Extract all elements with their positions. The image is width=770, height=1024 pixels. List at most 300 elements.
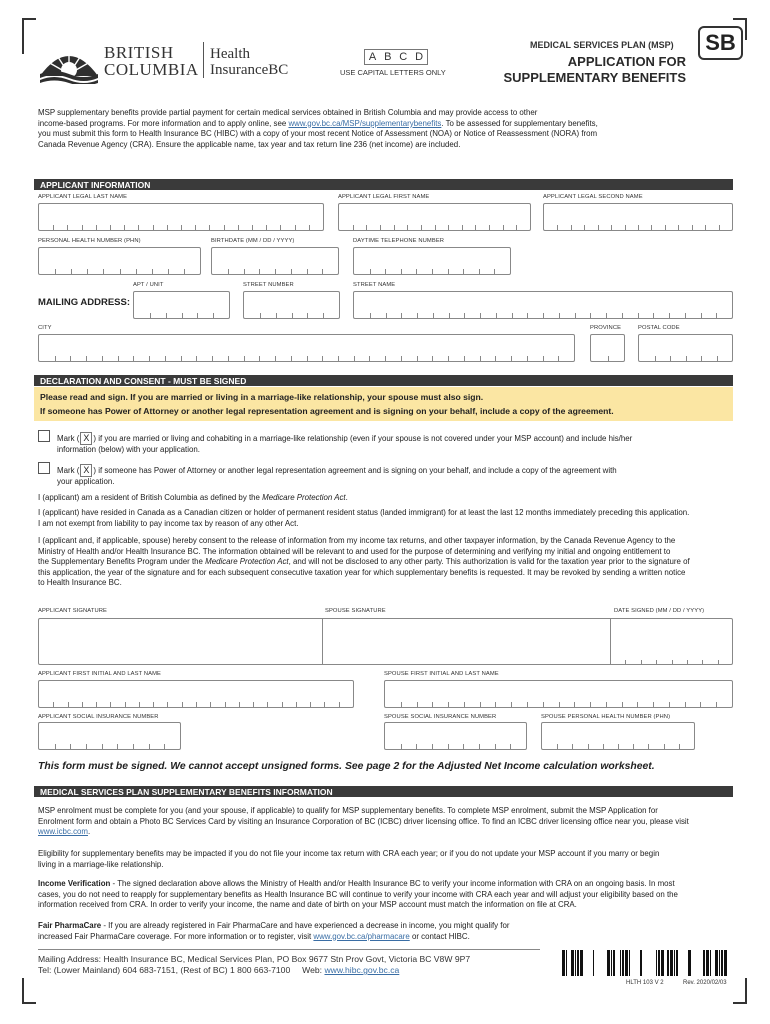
comb-tick xyxy=(701,313,702,318)
comb-tick xyxy=(494,269,495,274)
comb-tick xyxy=(669,313,670,318)
plan-name: MEDICAL SERVICES PLAN (MSP) xyxy=(530,40,674,50)
comb-tick xyxy=(149,744,150,749)
comb-tick xyxy=(307,269,308,274)
postal-label: POSTAL CODE xyxy=(638,325,680,331)
comb-tick xyxy=(307,313,308,318)
barcode-bar xyxy=(715,950,718,976)
comb-tick xyxy=(705,225,706,230)
comb-tick xyxy=(195,225,196,230)
declaration-section-header: DECLARATION AND CONSENT - MUST BE SIGNED xyxy=(34,375,733,386)
comb-tick xyxy=(448,702,449,707)
comb-tick xyxy=(53,702,54,707)
barcode-bar xyxy=(703,950,705,976)
comb-tick xyxy=(210,702,211,707)
comb-tick xyxy=(421,225,422,230)
crop-mark-top-left xyxy=(22,18,36,54)
page-title: APPLICATION FOR SUPPLEMENTARY BENEFITS xyxy=(503,54,686,85)
comb-tick xyxy=(401,702,402,707)
comb-tick xyxy=(510,744,511,749)
comb-tick xyxy=(370,269,371,274)
barcode-bar xyxy=(620,950,621,976)
comb-tick xyxy=(181,225,182,230)
street-number-label: STREET NUMBER xyxy=(243,282,294,288)
comb-tick xyxy=(463,269,464,274)
province-label: PROVINCE xyxy=(590,325,622,331)
comb-tick xyxy=(678,225,679,230)
comb-tick xyxy=(238,225,239,230)
comb-tick xyxy=(196,702,197,707)
comb-tick xyxy=(448,269,449,274)
eligibility-paragraph: Eligibility for supplementary benefits may be impacted if you do not file your income tax return with CRA each year; or if you do not update your MSP account if you marry or begin living in a marriage-like relationship. xyxy=(38,849,660,869)
comb-tick xyxy=(260,313,261,318)
barcode-bar xyxy=(640,950,642,976)
comb-tick xyxy=(82,702,83,707)
crop-mark-bottom-left xyxy=(22,978,36,1004)
comb-tick xyxy=(70,744,71,749)
barcode-bar xyxy=(566,950,567,976)
comb-tick xyxy=(432,702,433,707)
sample-letter: C xyxy=(399,51,408,63)
comb-tick xyxy=(462,225,463,230)
first-name-input[interactable] xyxy=(338,203,531,231)
comb-tick xyxy=(244,269,245,274)
comb-tick xyxy=(655,356,656,361)
comb-tick xyxy=(86,356,87,361)
comb-tick xyxy=(557,225,558,230)
comb-tick xyxy=(653,702,654,707)
comb-tick xyxy=(543,356,544,361)
comb-tick xyxy=(310,702,311,707)
barcode-bar xyxy=(611,950,612,976)
comb-tick xyxy=(401,313,402,318)
comb-tick xyxy=(125,702,126,707)
comb-tick xyxy=(416,744,417,749)
fair-pharmacare-paragraph: Fair PharmaCare - If you are already registered in Fair PharmaCare and have experienced a decrease in income, you might qualify for increased Fair PharmaCare coverage. For more information or to register, visit www.gov.bc.ca/pharmacare or contact HIBC. xyxy=(38,921,510,941)
pharmacare-link[interactable]: www.gov.bc.ca/pharmacare xyxy=(313,931,410,941)
comb-tick xyxy=(511,356,512,361)
comb-tick xyxy=(82,225,83,230)
barcode-bar xyxy=(629,950,630,976)
barcode-bar xyxy=(724,950,727,976)
comb-tick xyxy=(138,225,139,230)
sample-letter: D xyxy=(415,51,424,63)
comb-tick xyxy=(718,660,719,665)
comb-tick xyxy=(164,744,165,749)
postal-input[interactable] xyxy=(638,334,733,362)
hibc-link[interactable]: www.hibc.gov.bc.ca xyxy=(324,965,400,975)
barcode-bar xyxy=(622,950,624,976)
barcode-bar xyxy=(625,950,628,976)
comb-tick xyxy=(292,313,293,318)
comb-tick xyxy=(672,660,673,665)
footer-contact: Mailing Address: Health Insurance BC, Medical Services Plan, PO Box 9677 Stn Prov Govt, Victoria BC V8W 9P7 Tel: (Lower Mainland) 604 683-7151, (Rest of BC) 1 800 663-7100 Web: www.hibc.gov.bc.ca xyxy=(38,954,471,975)
barcode-icon xyxy=(562,950,734,976)
comb-tick xyxy=(480,702,481,707)
sample-letter: B xyxy=(384,51,392,63)
comb-tick xyxy=(324,702,325,707)
comb-tick xyxy=(266,225,267,230)
comb-tick xyxy=(622,702,623,707)
comb-tick xyxy=(280,225,281,230)
comb-tick xyxy=(417,702,418,707)
barcode-bar xyxy=(580,950,583,976)
comb-tick xyxy=(558,356,559,361)
comb-tick xyxy=(366,225,367,230)
comb-tick xyxy=(322,269,323,274)
x-mark-sample: X xyxy=(80,464,92,477)
comb-tick xyxy=(664,744,665,749)
comb-tick xyxy=(401,356,402,361)
street-name-label: STREET NAME xyxy=(353,282,396,288)
barcode-bar xyxy=(656,950,657,976)
comb-tick xyxy=(475,225,476,230)
comb-tick xyxy=(638,225,639,230)
intro-paragraph: MSP supplementary benefits provide partial payment for certain medical services obtained in British Columbia and may provide access to other income-based programs. For more information and to apply online, see www.gov.bc.ca/MSP/supplementarybenefits. To be assessed for supplementary benefits, you must submit this form to Health Insurance BC (HIBC) with a copy of your most recent Notice of Assessment (NOA) or Notice of Reassessment (NORA) from Canada Revenue Agency (CRA). Ensure the applicable name, tax year and tax return line 236 (net income) are included. xyxy=(38,108,598,149)
comb-tick xyxy=(641,660,642,665)
comb-tick xyxy=(339,702,340,707)
comb-tick xyxy=(463,744,464,749)
comb-tick xyxy=(139,702,140,707)
spouse-sin-label: SPOUSE SOCIAL INSURANCE NUMBER xyxy=(384,714,497,720)
comb-tick xyxy=(611,225,612,230)
barcode-bar xyxy=(710,950,711,976)
comb-tick xyxy=(407,225,408,230)
comb-tick xyxy=(96,225,97,230)
comb-tick xyxy=(394,225,395,230)
comb-tick xyxy=(102,356,103,361)
comb-tick xyxy=(527,313,528,318)
comb-tick xyxy=(224,225,225,230)
comb-tick xyxy=(700,702,701,707)
comb-tick xyxy=(479,744,480,749)
barcode-bar xyxy=(658,950,660,976)
comb-tick xyxy=(416,269,417,274)
comb-tick xyxy=(338,356,339,361)
info-section-header: MEDICAL SERVICES PLAN SUPPLEMENTARY BENEFITS INFORMATION xyxy=(34,786,733,797)
barcode-bar xyxy=(577,950,579,976)
comb-tick xyxy=(656,660,657,665)
comb-tick xyxy=(625,660,626,665)
comb-tick xyxy=(276,313,277,318)
married-checkbox-text: Mark ( X ) if you are married or living and cohabiting in a marriage-like relationship (even if your spouse is not covered under your MSP account) and include his/her information (below) with your application. xyxy=(57,433,633,454)
comb-tick xyxy=(150,313,151,318)
last-name-label: APPLICANT LEGAL LAST NAME xyxy=(38,194,128,200)
married-checkbox[interactable] xyxy=(38,430,50,442)
comb-tick xyxy=(369,356,370,361)
comb-tick xyxy=(495,356,496,361)
comb-tick xyxy=(309,225,310,230)
icbc-link[interactable]: www.icbc.com xyxy=(38,827,88,837)
comb-tick xyxy=(149,356,150,361)
comb-tick xyxy=(401,744,402,749)
declaration-instructions: Please read and sign. If you are married or living in a marriage-like relationship, your spouse must also sign. If someone has Power of Attorney or another legal representation agreement and is signing on your behalf, include a copy of the agreement. xyxy=(40,392,614,416)
comb-tick xyxy=(239,702,240,707)
comb-tick xyxy=(625,225,626,230)
applicant-sin-input[interactable] xyxy=(38,722,181,750)
comb-tick xyxy=(167,702,168,707)
comb-tick xyxy=(244,356,245,361)
comb-tick xyxy=(55,269,56,274)
comb-tick xyxy=(653,313,654,318)
comb-tick xyxy=(685,313,686,318)
comb-tick xyxy=(153,702,154,707)
comb-tick xyxy=(133,744,134,749)
comb-tick xyxy=(323,313,324,318)
comb-tick xyxy=(598,225,599,230)
phone-input[interactable] xyxy=(353,247,511,275)
consent-statement: I (applicant and, if applicable, spouse) hereby consent to the release of information from my income tax returns, and other taxpayer information, by the Canada Revenue Agency to the Ministry of Health and/or Health Insurance BC. The information obtained will be relevant to and used for the purpose of determining and verifying my initial and ongoing entitlement to the Supplementary Benefits Program under the Medicare Protection Act, and will not be disclosed to any other party. This authorization is valid for the taxation year prior to the signature of this application, the year of the signature and for each subsequent consecutive taxation year for which supplementary benefits is requested. It may be revoked by sending a written notice to Health Insurance BC. xyxy=(38,536,690,588)
comb-tick xyxy=(213,313,214,318)
applicant-initial-label: APPLICANT FIRST INITIAL AND LAST NAME xyxy=(38,671,161,677)
comb-tick xyxy=(117,744,118,749)
date-signed-input[interactable] xyxy=(610,618,733,665)
comb-tick xyxy=(433,313,434,318)
phn-input[interactable] xyxy=(38,247,201,275)
comb-tick xyxy=(225,702,226,707)
barcode-bar xyxy=(667,950,669,976)
comb-tick xyxy=(291,356,292,361)
comb-tick xyxy=(401,269,402,274)
comb-tick xyxy=(574,702,575,707)
street-number-input[interactable] xyxy=(243,291,340,319)
comb-tick xyxy=(53,225,54,230)
barcode-bar xyxy=(688,950,691,976)
comb-tick xyxy=(464,702,465,707)
birthdate-label: BIRTHDATE (MM / DD / YYYY) xyxy=(211,238,295,244)
comb-tick xyxy=(590,702,591,707)
phone-label: DAYTIME TELEPHONE NUMBER xyxy=(353,238,445,244)
comb-tick xyxy=(417,313,418,318)
comb-tick xyxy=(701,356,702,361)
street-name-input[interactable] xyxy=(353,291,733,319)
comb-tick xyxy=(717,356,718,361)
phn-label: PERSONAL HEALTH NUMBER (PHN) xyxy=(38,238,141,244)
comb-tick xyxy=(448,225,449,230)
must-sign-notice: This form must be signed. We cannot accept unsigned forms. See page 2 for the Adjusted Net Income calculation worksheet. xyxy=(38,761,655,772)
comb-tick xyxy=(464,313,465,318)
comb-tick xyxy=(267,702,268,707)
comb-tick xyxy=(503,225,504,230)
supplementary-benefits-link[interactable]: www.gov.bc.ca/MSP/supplementarybenefits xyxy=(288,118,442,128)
comb-tick xyxy=(295,225,296,230)
spouse-sin-input[interactable] xyxy=(384,722,527,750)
comb-tick xyxy=(559,313,560,318)
comb-tick xyxy=(571,225,572,230)
barcode-bar xyxy=(593,950,594,976)
comb-tick xyxy=(136,269,137,274)
comb-tick xyxy=(464,356,465,361)
spouse-signature-label: SPOUSE SIGNATURE xyxy=(325,608,386,614)
comb-tick xyxy=(637,702,638,707)
applicant-signature-label: APPLICANT SIGNATURE xyxy=(38,608,108,614)
comb-tick xyxy=(716,313,717,318)
comb-tick xyxy=(296,702,297,707)
comb-tick xyxy=(182,313,183,318)
comb-tick xyxy=(448,356,449,361)
second-name-input[interactable] xyxy=(543,203,733,231)
spouse-initial-input[interactable] xyxy=(384,680,733,708)
comb-tick xyxy=(103,269,104,274)
bc-logo-icon xyxy=(38,40,100,84)
barcode-bar xyxy=(670,950,673,976)
barcode-bar xyxy=(719,950,720,976)
form-id: HLTH 103 V 2 xyxy=(626,980,664,986)
comb-tick xyxy=(152,269,153,274)
comb-tick xyxy=(275,269,276,274)
comb-tick xyxy=(102,744,103,749)
comb-tick xyxy=(685,702,686,707)
comb-tick xyxy=(55,356,56,361)
comb-tick xyxy=(543,313,544,318)
second-name-label: APPLICANT LEGAL SECOND NAME xyxy=(543,194,643,200)
barcode-bar xyxy=(706,950,709,976)
barcode-bar xyxy=(721,950,723,976)
barcode-bar xyxy=(607,950,610,976)
barcode-bar xyxy=(575,950,576,976)
comb-tick xyxy=(212,356,213,361)
applicant-initial-input[interactable] xyxy=(38,680,354,708)
comb-tick xyxy=(638,313,639,318)
comb-tick xyxy=(575,313,576,318)
barcode-bar xyxy=(571,950,574,976)
comb-tick xyxy=(692,225,693,230)
comb-tick xyxy=(479,269,480,274)
income-verification-paragraph: Income Verification - The signed declaration above allows the Ministry of Health and/or Health Insurance BC to verify your income information with CRA on an ongoing basis. In most cases, you do not need to reapply for supplementary benefits as Health Insurance BC will continue to verify your income with CRA each year and will adjust your eligibility based on the information received from CRA. In order to verify your income, the name and date of birth on your MSP account must match the information on file at CRA. xyxy=(38,879,678,910)
comb-tick xyxy=(686,356,687,361)
comb-tick xyxy=(622,313,623,318)
comb-tick xyxy=(588,744,589,749)
comb-tick xyxy=(511,702,512,707)
comb-tick xyxy=(527,702,528,707)
comb-tick xyxy=(96,702,97,707)
comb-tick xyxy=(559,702,560,707)
comb-tick xyxy=(118,356,119,361)
applicant-sin-label: APPLICANT SOCIAL INSURANCE NUMBER xyxy=(38,714,159,720)
comb-tick xyxy=(719,225,720,230)
comb-tick xyxy=(228,269,229,274)
barcode-bar xyxy=(661,950,664,976)
agency-name: Health InsuranceBC xyxy=(210,46,289,78)
comb-tick xyxy=(182,702,183,707)
comb-tick xyxy=(322,356,323,361)
comb-tick xyxy=(87,269,88,274)
comb-tick xyxy=(55,744,56,749)
signature-divider xyxy=(322,619,323,664)
comb-tick xyxy=(166,313,167,318)
comb-tick xyxy=(282,702,283,707)
comb-tick xyxy=(435,225,436,230)
comb-tick xyxy=(181,356,182,361)
sample-letter: A xyxy=(368,51,377,63)
comb-tick xyxy=(489,225,490,230)
comb-tick xyxy=(124,225,125,230)
comb-tick xyxy=(606,313,607,318)
comb-tick xyxy=(168,269,169,274)
logo-wordmark: BRITISH COLUMBIA xyxy=(104,43,199,79)
comb-tick xyxy=(153,225,154,230)
residency-statement: I (applicant) am a resident of British Columbia as defined by the Medicare Protection Act. xyxy=(38,493,348,502)
comb-tick xyxy=(197,313,198,318)
comb-tick xyxy=(228,356,229,361)
power-of-attorney-checkbox[interactable] xyxy=(38,462,50,474)
city-label: CITY xyxy=(38,325,52,331)
comb-tick xyxy=(480,356,481,361)
spouse-initial-label: SPOUSE FIRST INITIAL AND LAST NAME xyxy=(384,671,499,677)
birthdate-input[interactable] xyxy=(211,247,339,275)
province-input[interactable] xyxy=(590,334,625,362)
comb-tick xyxy=(71,269,72,274)
comb-tick xyxy=(354,356,355,361)
city-input[interactable] xyxy=(38,334,575,362)
comb-tick xyxy=(618,744,619,749)
date-signed-label: DATE SIGNED (MM / DD / YYYY) xyxy=(614,608,705,614)
comb-tick xyxy=(70,356,71,361)
comb-tick xyxy=(512,313,513,318)
comb-tick xyxy=(516,225,517,230)
barcode-bar xyxy=(613,950,615,976)
comb-tick xyxy=(196,356,197,361)
comb-tick xyxy=(527,356,528,361)
barcode-bar xyxy=(562,950,565,976)
comb-tick xyxy=(679,744,680,749)
comb-tick xyxy=(209,225,210,230)
comb-tick xyxy=(448,744,449,749)
comb-tick xyxy=(495,702,496,707)
comb-tick xyxy=(68,702,69,707)
comb-tick xyxy=(590,313,591,318)
comb-tick xyxy=(252,225,253,230)
comb-tick xyxy=(120,269,121,274)
comb-tick xyxy=(291,269,292,274)
comb-tick xyxy=(670,356,671,361)
comb-tick xyxy=(67,225,68,230)
lawful-residence-statement: I (applicant) have resided in Canada as a Canadian citizen or holder of permanent resident status (landed immigrant) for at least the last 12 months immediately preceding this application. I am not exempt from liability to pay income tax by reason of any other Act. xyxy=(38,508,690,528)
comb-tick xyxy=(716,702,717,707)
comb-tick xyxy=(353,225,354,230)
comb-tick xyxy=(608,356,609,361)
comb-tick xyxy=(648,744,649,749)
comb-tick xyxy=(253,702,254,707)
first-name-label: APPLICANT LEGAL FIRST NAME xyxy=(338,194,430,200)
comb-tick xyxy=(651,225,652,230)
comb-tick xyxy=(432,356,433,361)
comb-tick xyxy=(687,660,688,665)
apt-input[interactable] xyxy=(133,291,230,319)
mailing-address-label: MAILING ADDRESS: xyxy=(38,297,131,308)
barcode-bar xyxy=(674,950,675,976)
comb-tick xyxy=(259,269,260,274)
comb-tick xyxy=(449,313,450,318)
comb-tick xyxy=(386,313,387,318)
comb-tick xyxy=(259,356,260,361)
spouse-phn-input[interactable] xyxy=(541,722,695,750)
comb-tick xyxy=(110,702,111,707)
power-of-attorney-text: Mark ( X ) if someone has Power of Attorney or another legal representation agreement and is signing on your behalf, and include a copy of the agreement with your application. xyxy=(57,465,617,486)
comb-tick xyxy=(385,269,386,274)
revision-date: Rev. 2020/02/03 xyxy=(683,980,727,986)
comb-tick xyxy=(603,744,604,749)
comb-tick xyxy=(380,225,381,230)
comb-tick xyxy=(275,356,276,361)
crop-mark-bottom-right xyxy=(733,978,747,1004)
last-name-input[interactable] xyxy=(38,203,324,231)
barcode-bar xyxy=(676,950,678,976)
comb-tick xyxy=(480,313,481,318)
comb-tick xyxy=(557,744,558,749)
comb-tick xyxy=(543,702,544,707)
apt-label: APT / UNIT xyxy=(133,282,164,288)
